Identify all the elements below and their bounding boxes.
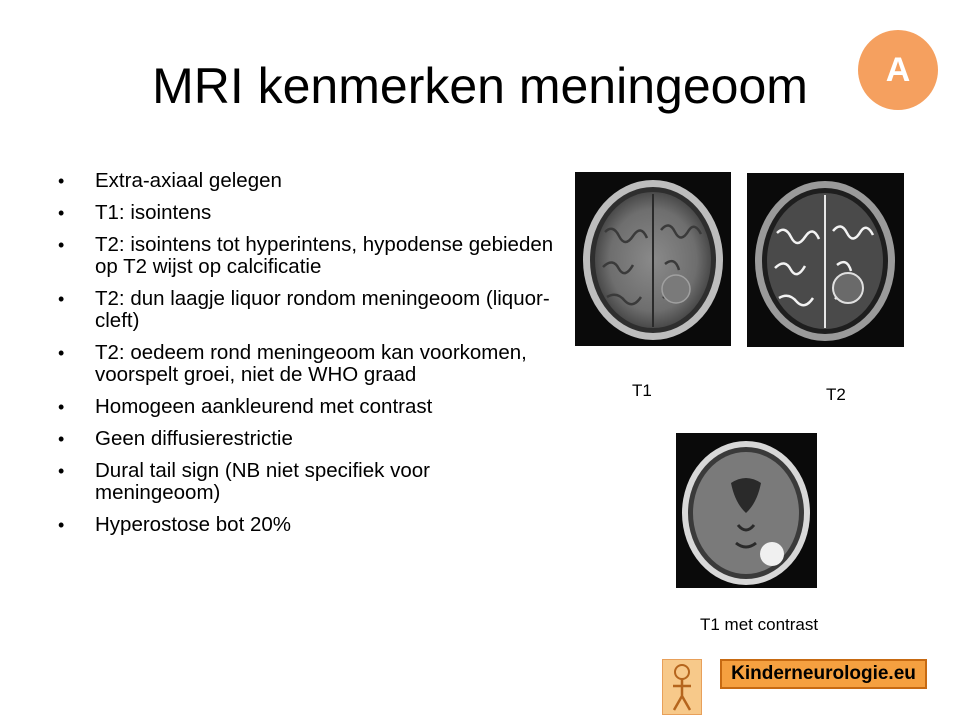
bullet-icon: • bbox=[58, 203, 65, 223]
list-item-text: Dural tail sign (NB niet specifiek voor meningeoom) bbox=[95, 459, 430, 504]
mri-image-t1-contrast bbox=[676, 433, 817, 588]
bullet-icon: • bbox=[58, 429, 65, 449]
logo-figure-icon bbox=[662, 659, 702, 715]
list-item bbox=[58, 428, 558, 450]
mri-t2-drawing bbox=[747, 173, 904, 347]
section-badge: A bbox=[858, 30, 938, 110]
mri-image-t2 bbox=[747, 173, 904, 347]
bullet-icon: • bbox=[58, 397, 65, 417]
caption-t2: T2 bbox=[826, 385, 846, 404]
list-item bbox=[58, 202, 558, 224]
bullet-icon: • bbox=[58, 235, 65, 255]
list-item-text: Geen diffusierestrictie bbox=[95, 427, 293, 450]
list-item bbox=[58, 514, 558, 536]
list-item-text: T1: isointens bbox=[95, 201, 212, 224]
bullet-icon: • bbox=[58, 289, 65, 309]
list-item bbox=[58, 234, 558, 278]
mri-image-t1 bbox=[575, 172, 731, 346]
list-item bbox=[58, 170, 558, 192]
caption-t1-contrast: T1 met contrast bbox=[700, 615, 819, 634]
list-item-text: Extra-axiaal gelegen bbox=[95, 169, 282, 192]
list-item bbox=[58, 460, 558, 504]
slide-title: MRI kenmerken meningeoom bbox=[152, 58, 808, 114]
list-item bbox=[58, 342, 558, 386]
mri-t1-contrast-drawing bbox=[676, 433, 817, 588]
list-item-text: Hyperostose bot 20% bbox=[95, 513, 292, 536]
bullet-icon: • bbox=[58, 515, 65, 535]
list-item bbox=[58, 396, 558, 418]
caption-t1: T1 bbox=[632, 381, 652, 400]
list-item-text: T2: oedeem rond meningeoom kan voorkomen, voorspelt groei, niet de WHO graad bbox=[95, 341, 527, 386]
logo-text[interactable]: Kinderneurologie.eu bbox=[720, 659, 927, 689]
bullet-icon: • bbox=[58, 343, 65, 363]
list-item-text: T2: isointens tot hyperintens, hypodense gebieden op T2 wijst op calcificatie bbox=[95, 233, 554, 278]
bullet-icon: • bbox=[58, 171, 65, 191]
list-item bbox=[58, 288, 558, 332]
bullet-list bbox=[58, 170, 558, 546]
list-item-text: T2: dun laagje liquor rondom meningeoom (liquor-cleft) bbox=[95, 287, 550, 332]
list-item-text: Homogeen aankleurend met contrast bbox=[95, 395, 433, 418]
mri-t1-drawing bbox=[575, 172, 731, 346]
bullet-icon: • bbox=[58, 461, 65, 481]
